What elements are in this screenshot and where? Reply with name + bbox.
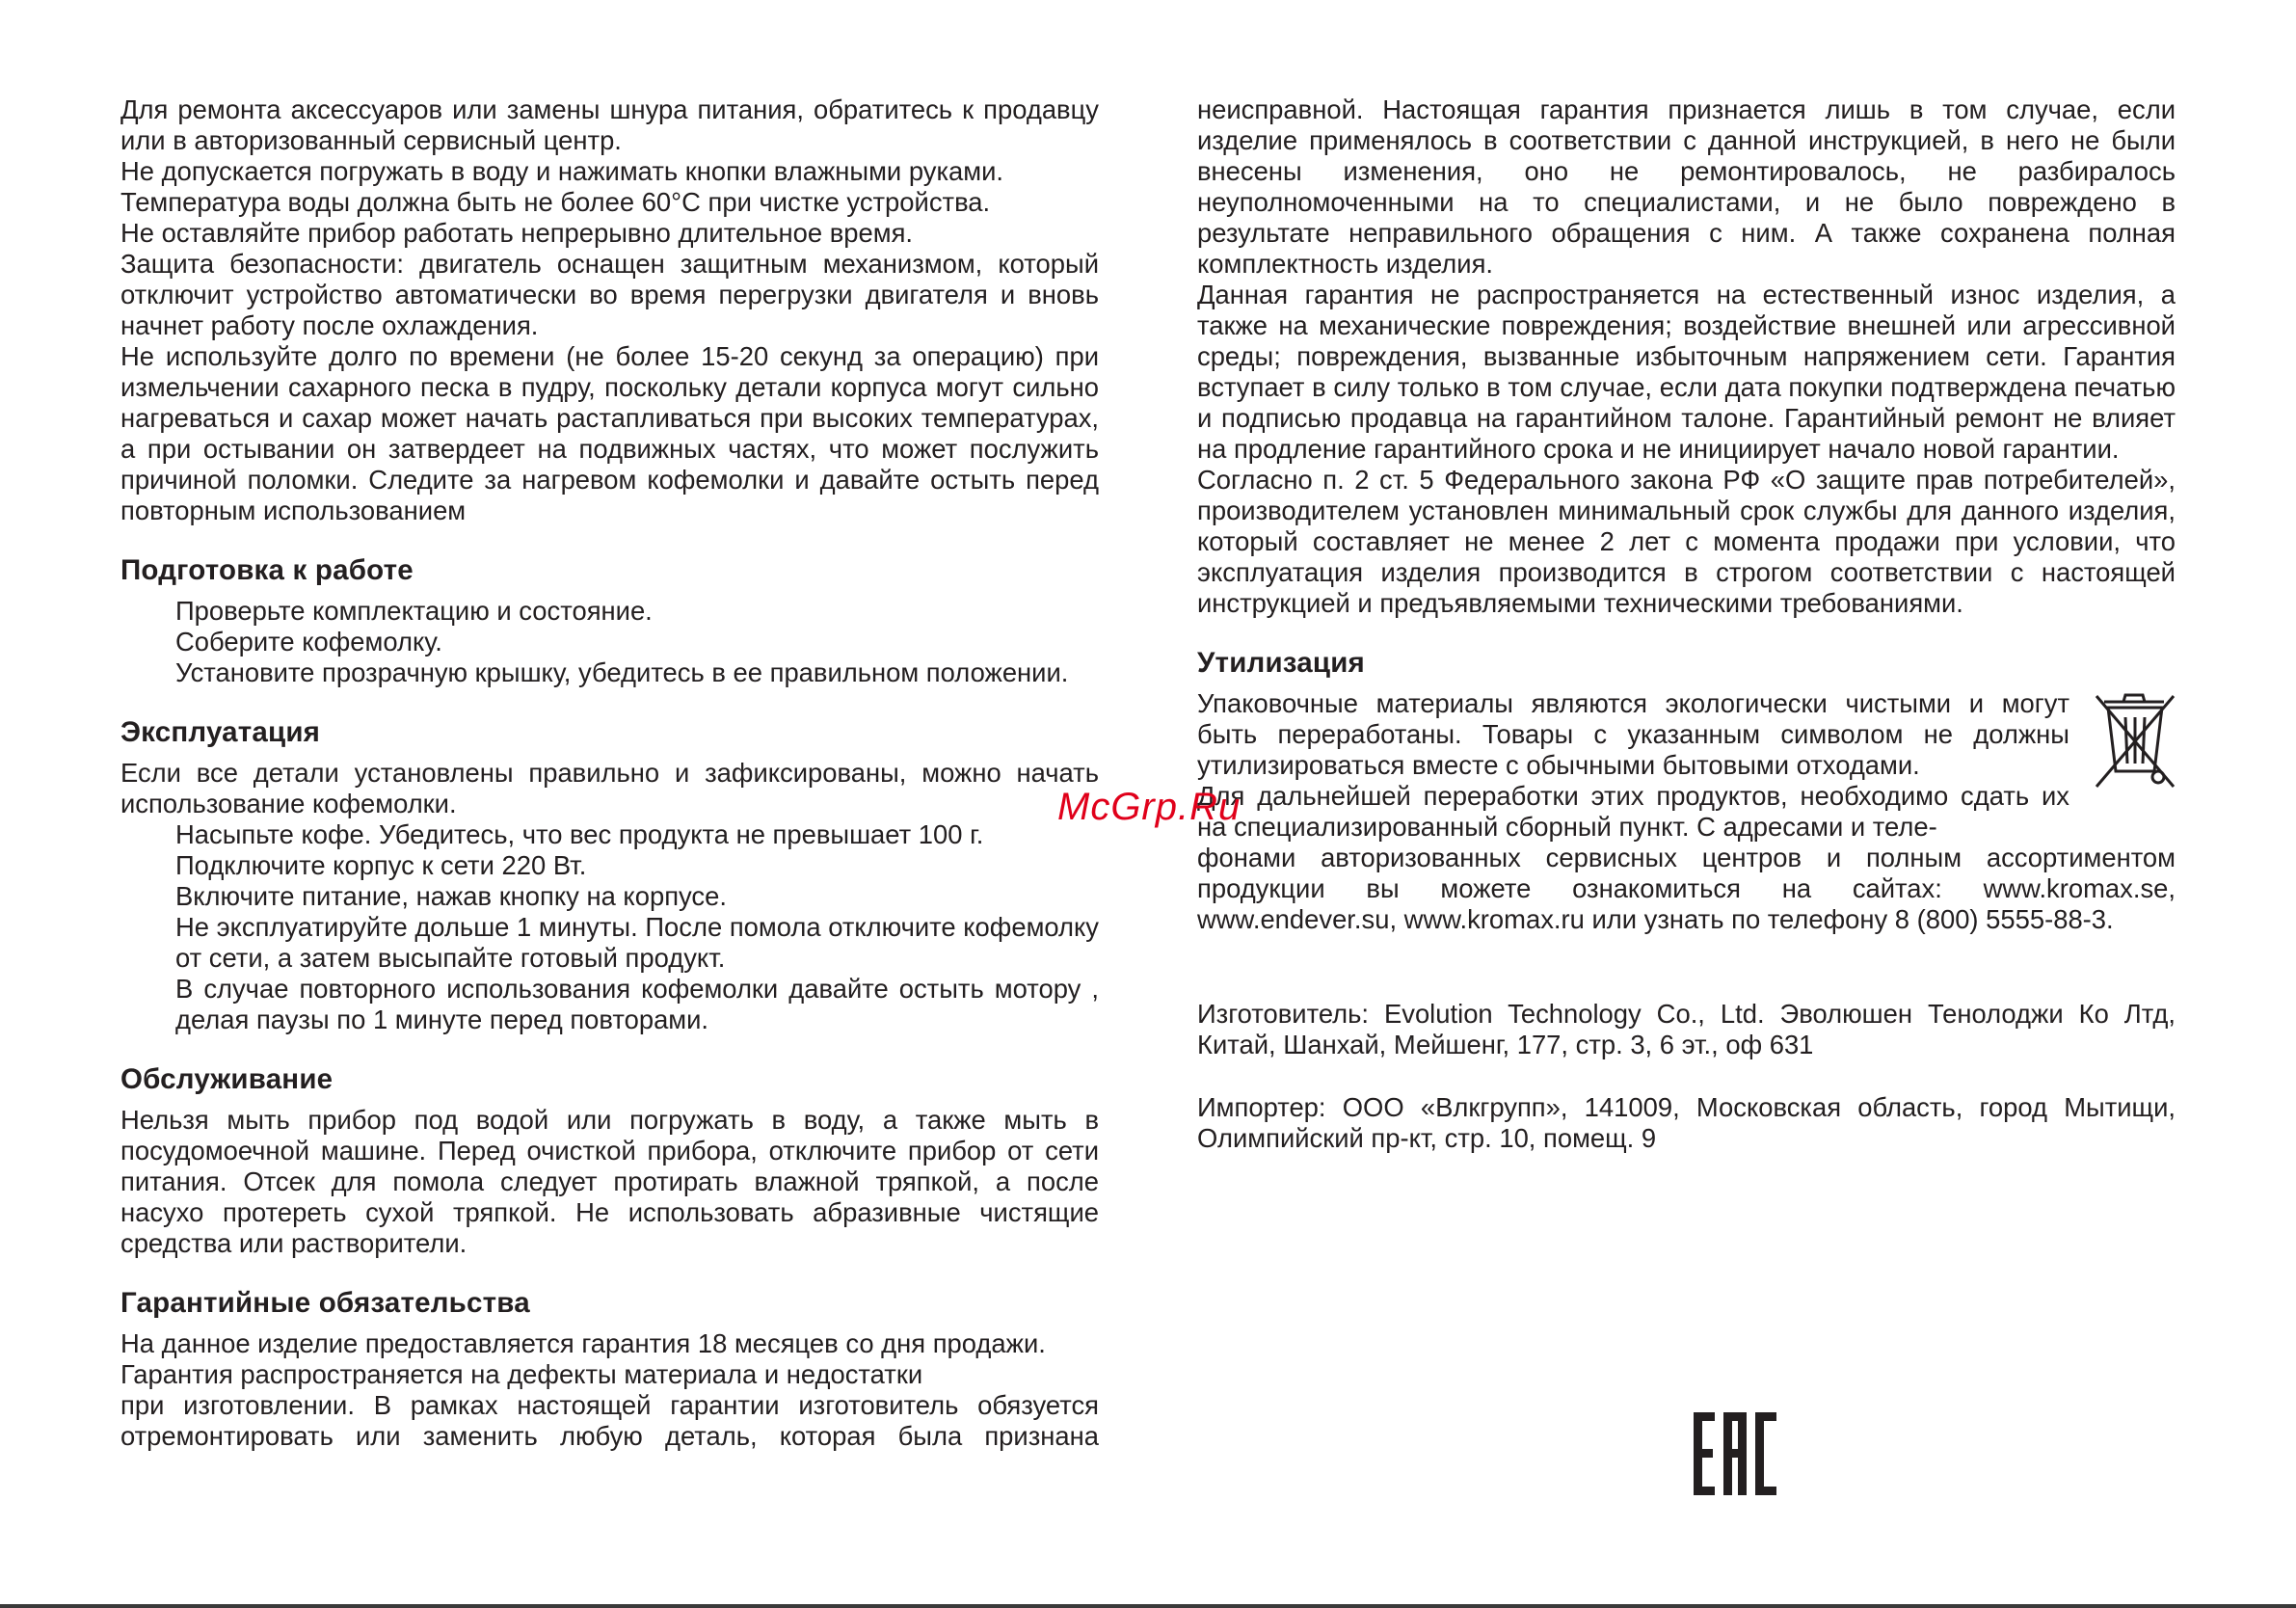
manufacturer-info: Изготовитель: Evolution Technology Co., Ltd. Эволюшен Тенолоджи Ко Лтд, Китай, Шанхай, Мейшенг, 177, стр. 3, 6 эт., оф 631 <box>1197 999 2176 1059</box>
service-text: Нельзя мыть прибор под водой или погружать в воду, а также мыть в посудомоечной машине. Перед очисткой прибора, отключите прибор от сети питания. Отсек для помола следует протирать влажной тряпкой, а после насухо протереть сухой тряпкой. Не использовать абразивные чистящие средства или растворители. <box>120 1105 1099 1258</box>
operation-item: Насыпьте кофе. Убедитесь, что вес продукта не превышает 100 г. <box>175 819 984 849</box>
eac-mark-icon <box>1692 1410 1778 1497</box>
operation-list <box>120 819 1099 1035</box>
prep-list <box>120 596 1099 688</box>
disposal-paragraph: фонами авторизованных сервисных центров и полным ассортиментом продукции вы можете ознакомиться на сайтах: www.kromax.se, www.endever.su, www.kromax.ru или узнать по телефону 8 (800) 5555-88-3. <box>1197 843 2176 934</box>
intro-paragraph: Не допускается погружать в воду и нажимать кнопки влажными руками. <box>120 156 1004 186</box>
warranty-line: при изготовлении. В рамках настоящей гарантии изготовитель обязуется отремонтировать или заменить любую деталь, которая была признана <box>120 1390 1099 1451</box>
intro-paragraph: Защита безопасности: двигатель оснащен защитным механизмом, который отключит устройство автоматически во время перегрузки двигателя и вновь начнет работу после охлаждения. <box>120 249 1099 340</box>
spacer <box>1197 1060 2176 1092</box>
page-bottom-rule <box>0 1604 2296 1608</box>
disposal-paragraph: Для дальнейшей переработки этих продуктов, необходимо сдать их на специализированный сборный пункт. С адресами и теле- <box>1197 781 2069 842</box>
intro-paragraph: Не оставляйте прибор работать непрерывно длительное время. <box>120 218 914 248</box>
intro-paragraph: Температура воды должна быть не более 60°С при чистке устройства. <box>120 187 991 217</box>
operation-item: Подключите корпус к сети 220 Вт. <box>175 850 587 880</box>
prep-item: Соберите кофемолку. <box>175 627 442 657</box>
warranty-continued: Данная гарантия не распространяется на естественный износ изделия, а также на механические повреждения; воздействие внешней или агрессивной среды; повреждения, вызванные избыточным напряжением сети. Гарантия вступает в силу только в том случае, если дата покупки подтверждена печатью и подписью продавца на гарантийном талоне. Гарантийный ремонт не влияет на продление гарантийного срока и не инициирует начало новой гарантии. <box>1197 280 2176 464</box>
disposal-paragraph: Упаковочные материалы являются экологически чистыми и могут быть переработаны. Товары с указанным символом не должны утилизироваться вместе с обычными бытовыми отходами. <box>1197 688 2069 780</box>
warranty-line: На данное изделие предоставляется гарантия 18 месяцев со дня продажи. <box>120 1328 1046 1358</box>
spacer <box>1197 935 2176 999</box>
service-heading: Обслуживание <box>120 1063 334 1095</box>
right-column <box>1197 94 2176 1154</box>
operation-item: Не эксплуатируйте дольше 1 минуты. После помола отключите кофемолку от сети, а затем высыпайте готовый продукт. <box>175 912 1099 973</box>
crossed-out-wheelie-bin-icon <box>2091 688 2179 794</box>
operation-heading: Эксплуатация <box>120 716 321 748</box>
operation-item: Включите питание, нажав кнопку на корпусе. <box>175 881 727 911</box>
operation-item: В случае повторного использования кофемолки давайте остыть мотору , делая паузы по 1 минуте перед повторами. <box>175 974 1099 1034</box>
warranty-heading: Гарантийные обязательства <box>120 1287 530 1319</box>
importer-info: Импортер: ООО «Влкгрупп», 141009, Московская область, город Мытищи, Олимпийский пр-кт, стр. 10, помещ. 9 <box>1197 1092 2176 1153</box>
watermark: McGrp.Ru <box>1057 786 1241 828</box>
warranty-line: Гарантия распространяется на дефекты материала и недостатки <box>120 1359 923 1389</box>
prep-heading: Подготовка к работе <box>120 554 414 586</box>
intro-paragraph: Не используйте долго по времени (не более 15-20 секунд за операцию) при измельчении сахарного песка в пудру, поскольку детали корпуса могут сильно нагреваться и сахар может начать растапливаться при высоких температурах, а при остывании он затвердеет на подвижных частях, что может послужить причиной поломки. Следите за нагревом кофемолки и давайте остыть перед повторным использованием <box>120 341 1099 525</box>
warranty-continued: неисправной. Настоящая гарантия признается лишь в том случае, если изделие применялось в соответствии с данной инструкцией, в него не были внесены изменения, оно не ремонтировалось, не разбиралось неуполномоченными на то специалистами, и не было повреждено в результате неправильного обращения с ним. А также сохранена полная комплектность изделия. <box>1197 94 2176 279</box>
warranty-continued: Согласно п. 2 ст. 5 Федерального закона РФ «О защите прав потребителей», производителем установлен минимальный срок службы для данного изделия, который составляет не менее 2 лет с момента продажи при условии, что эксплуатация изделия производится в строгом соответствии с настоящей инструкцией и предъявляемыми техническими требованиями. <box>1197 465 2176 618</box>
left-column <box>120 94 1099 1452</box>
intro-paragraph: Для ремонта аксессуаров или замены шнура питания, обратитесь к продавцу или в авторизованный сервисный центр. <box>120 94 1099 155</box>
prep-item: Проверьте комплектацию и состояние. <box>175 596 653 626</box>
prep-item: Установите прозрачную крышку, убедитесь в ее правильном положении. <box>175 657 1069 687</box>
disposal-section <box>1197 688 2176 935</box>
intro-section <box>120 94 1099 526</box>
disposal-heading: Утилизация <box>1197 647 1365 679</box>
disposal-narrow-text <box>1197 688 2176 843</box>
operation-text: Если все детали установлены правильно и зафиксированы, можно начать использование кофемолки. <box>120 758 1099 818</box>
